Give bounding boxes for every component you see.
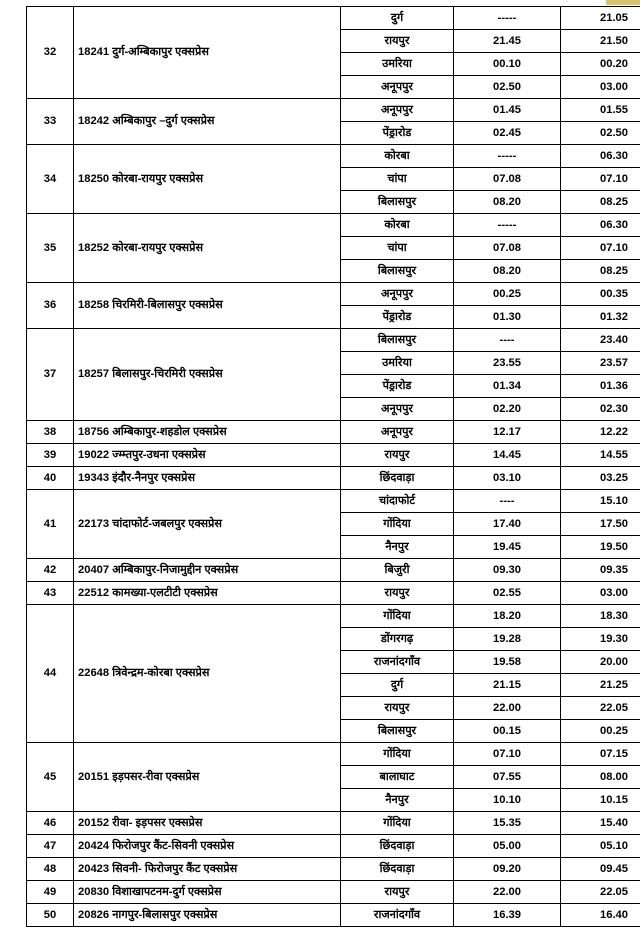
cell-arrival-time: 00.25	[454, 283, 561, 306]
cell-arrival-time: 01.30	[454, 306, 561, 329]
cell-station: बिलासपुर	[341, 720, 454, 743]
table-row	[27, 904, 640, 927]
cell-serial-number: 44	[27, 605, 74, 743]
cell-arrival-time: 09.20	[454, 858, 561, 881]
table-row	[27, 881, 640, 904]
cell-arrival-time: 22.00	[454, 697, 561, 720]
cell-station: अनूपपुर	[341, 99, 454, 122]
cell-station: बिलासपुर	[341, 329, 454, 352]
cell-station: अनूपपुर	[341, 283, 454, 306]
cell-station: नैनपुर	[341, 536, 454, 559]
cell-arrival-time: 18.20	[454, 605, 561, 628]
cell-arrival-time: ----	[454, 329, 561, 352]
cell-serial-number: 42	[27, 559, 74, 582]
cell-station: अनूपपुर	[341, 421, 454, 444]
cell-arrival-time: 09.30	[454, 559, 561, 582]
cell-departure-time: 00.20	[561, 53, 640, 76]
cell-departure-time: 21.25	[561, 674, 640, 697]
cell-arrival-time: 00.15	[454, 720, 561, 743]
cell-station: बिलासपुर	[341, 191, 454, 214]
cell-departure-time: 20.00	[561, 651, 640, 674]
cell-serial-number: 40	[27, 467, 74, 490]
cell-departure-time: 14.55	[561, 444, 640, 467]
cell-serial-number: 37	[27, 329, 74, 421]
cell-arrival-time: 07.55	[454, 766, 561, 789]
cell-station: दुर्ग	[341, 7, 454, 30]
cell-departure-time: 01.36	[561, 375, 640, 398]
cell-departure-time: 00.35	[561, 283, 640, 306]
cell-departure-time: 15.10	[561, 490, 640, 513]
cell-station: रायपुर	[341, 697, 454, 720]
cell-arrival-time: 01.45	[454, 99, 561, 122]
cell-station: चांपा	[341, 168, 454, 191]
table-row	[27, 835, 640, 858]
table-row	[27, 559, 640, 582]
cell-train-name: 18258 चिरमिरी-बिलासपुर एक्सप्रेस	[74, 283, 341, 329]
cell-arrival-time: 19.28	[454, 628, 561, 651]
cell-station: छिंदवाड़ा	[341, 858, 454, 881]
cell-departure-time: 23.40	[561, 329, 640, 352]
cell-station: कोरबा	[341, 214, 454, 237]
cell-departure-time: 02.50	[561, 122, 640, 145]
cell-departure-time: 03.00	[561, 76, 640, 99]
table-row	[27, 605, 640, 628]
cell-serial-number: 43	[27, 582, 74, 605]
cell-serial-number: 46	[27, 812, 74, 835]
cell-arrival-time: 02.50	[454, 76, 561, 99]
cell-arrival-time: 19.58	[454, 651, 561, 674]
cell-train-name: 22648 त्रिवेन्द्रम-कोरबा एक्सप्रेस	[74, 605, 341, 743]
cell-station: पेंड्रारोड	[341, 306, 454, 329]
cell-station: पेंड्रारोड	[341, 122, 454, 145]
cell-station: अनूपपुर	[341, 398, 454, 421]
train-timetable-body	[27, 7, 640, 927]
cell-station: बिलासपुर	[341, 260, 454, 283]
cell-serial-number: 50	[27, 904, 74, 927]
cell-arrival-time: 05.00	[454, 835, 561, 858]
cell-station: रायपुर	[341, 444, 454, 467]
cell-departure-time: 22.05	[561, 881, 640, 904]
cell-station: छिंदवाड़ा	[341, 467, 454, 490]
cell-arrival-time: 00.10	[454, 53, 561, 76]
cell-departure-time: 07.15	[561, 743, 640, 766]
cell-serial-number: 32	[27, 7, 74, 99]
cell-departure-time: 00.25	[561, 720, 640, 743]
cell-station: रायपुर	[341, 30, 454, 53]
cell-departure-time: 03.25	[561, 467, 640, 490]
cell-departure-time: 01.55	[561, 99, 640, 122]
cell-arrival-time: 21.15	[454, 674, 561, 697]
cell-arrival-time: 23.55	[454, 352, 561, 375]
cell-station: राजनांदगाँव	[341, 904, 454, 927]
cell-departure-time: 21.50	[561, 30, 640, 53]
cell-serial-number: 47	[27, 835, 74, 858]
cell-departure-time: 19.50	[561, 536, 640, 559]
cell-station: डोंगरगढ़	[341, 628, 454, 651]
cell-train-name: 22173 चांदाफोर्ट-जबलपुर एक्सप्रेस	[74, 490, 341, 559]
cell-station: गोंदिया	[341, 605, 454, 628]
cell-train-name: 20152 रीवा- इड़पसर एक्सप्रेस	[74, 812, 341, 835]
cell-departure-time: 05.10	[561, 835, 640, 858]
cell-train-name: 19343 इंदौर-नैनपुर एक्सप्रेस	[74, 467, 341, 490]
table-row	[27, 99, 640, 122]
cell-serial-number: 33	[27, 99, 74, 145]
train-timetable	[26, 6, 640, 927]
cell-arrival-time: -----	[454, 7, 561, 30]
cell-train-name: 20424 फिरोजपुर कैंट-सिवनी एक्सप्रेस	[74, 835, 341, 858]
cell-departure-time: 02.30	[561, 398, 640, 421]
table-row	[27, 582, 640, 605]
cell-departure-time: 15.40	[561, 812, 640, 835]
table-row	[27, 145, 640, 168]
cell-station: दुर्ग	[341, 674, 454, 697]
table-row	[27, 421, 640, 444]
cell-departure-time: 10.15	[561, 789, 640, 812]
table-row	[27, 329, 640, 352]
cell-arrival-time: 19.45	[454, 536, 561, 559]
cell-arrival-time: 02.20	[454, 398, 561, 421]
cell-arrival-time: 21.45	[454, 30, 561, 53]
cell-arrival-time: -----	[454, 214, 561, 237]
cell-departure-time: 09.45	[561, 858, 640, 881]
table-row	[27, 467, 640, 490]
cell-train-name: 19022 ज्म्म्तपुर-उधना एक्सप्रेस	[74, 444, 341, 467]
cell-station: रायपुर	[341, 582, 454, 605]
cell-station: कोरबा	[341, 145, 454, 168]
cell-serial-number: 49	[27, 881, 74, 904]
table-row	[27, 7, 640, 30]
cell-station: उमरिया	[341, 53, 454, 76]
cell-arrival-time: 10.10	[454, 789, 561, 812]
page-corner-mark	[606, 0, 640, 5]
cell-train-name: 20826 नागपुर-बिलासपुर एक्सप्रेस	[74, 904, 341, 927]
cell-station: रायपुर	[341, 881, 454, 904]
cell-arrival-time: 02.55	[454, 582, 561, 605]
cell-departure-time: 12.22	[561, 421, 640, 444]
cell-train-name: 18252 कोरबा-रायपुर एक्सप्रेस	[74, 214, 341, 283]
cell-train-name: 20407 अम्बिकापुर-निजामुद्दीन एक्सप्रेस	[74, 559, 341, 582]
cell-serial-number: 39	[27, 444, 74, 467]
cell-departure-time: 01.32	[561, 306, 640, 329]
cell-arrival-time: 03.10	[454, 467, 561, 490]
table-row	[27, 444, 640, 467]
cell-serial-number: 41	[27, 490, 74, 559]
cell-train-name: 22512 कामख्या-एलटीटी एक्सप्रेस	[74, 582, 341, 605]
cell-arrival-time: 22.00	[454, 881, 561, 904]
cell-departure-time: 19.30	[561, 628, 640, 651]
cell-station: बालाघाट	[341, 766, 454, 789]
cell-departure-time: 18.30	[561, 605, 640, 628]
cell-departure-time: 08.25	[561, 260, 640, 283]
cell-departure-time: 22.05	[561, 697, 640, 720]
cell-train-name: 20423 सिवनी- फिरोजपुर कैंट एक्सप्रेस	[74, 858, 341, 881]
cell-serial-number: 38	[27, 421, 74, 444]
cell-departure-time: 17.50	[561, 513, 640, 536]
cell-departure-time: 08.00	[561, 766, 640, 789]
cell-departure-time: 21.05	[561, 7, 640, 30]
cell-arrival-time: -----	[454, 145, 561, 168]
cell-station: अनूपपुर	[341, 76, 454, 99]
cell-arrival-time: 17.40	[454, 513, 561, 536]
cell-departure-time: 03.00	[561, 582, 640, 605]
cell-train-name: 20151 इड़पसर-रीवा एक्सप्रेस	[74, 743, 341, 812]
cell-station: गोंदिया	[341, 743, 454, 766]
cell-arrival-time: 07.10	[454, 743, 561, 766]
cell-station: नैनपुर	[341, 789, 454, 812]
cell-arrival-time: 08.20	[454, 260, 561, 283]
cell-train-name: 18257 बिलासपुर-चिरमिरी एक्सप्रेस	[74, 329, 341, 421]
cell-departure-time: 09.35	[561, 559, 640, 582]
cell-serial-number: 34	[27, 145, 74, 214]
cell-station: बिजुरी	[341, 559, 454, 582]
cell-departure-time: 23.57	[561, 352, 640, 375]
cell-station: राजनांदगाँव	[341, 651, 454, 674]
table-row	[27, 812, 640, 835]
cell-serial-number: 36	[27, 283, 74, 329]
cell-train-name: 20830 विशाखापटनम-दुर्ग एक्सप्रेस	[74, 881, 341, 904]
cell-arrival-time: 16.39	[454, 904, 561, 927]
cell-station: गोंदिया	[341, 812, 454, 835]
cell-arrival-time: ----	[454, 490, 561, 513]
cell-train-name: 18756 अम्बिकापुर-शहडोल एक्सप्रेस	[74, 421, 341, 444]
cell-arrival-time: 15.35	[454, 812, 561, 835]
cell-arrival-time: 07.08	[454, 168, 561, 191]
table-row	[27, 743, 640, 766]
cell-arrival-time: 02.45	[454, 122, 561, 145]
table-row	[27, 490, 640, 513]
cell-arrival-time: 12.17	[454, 421, 561, 444]
cell-station: चांदाफोर्ट	[341, 490, 454, 513]
cell-arrival-time: 01.34	[454, 375, 561, 398]
cell-departure-time: 08.25	[561, 191, 640, 214]
cell-arrival-time: 14.45	[454, 444, 561, 467]
table-row	[27, 858, 640, 881]
cell-train-name: 18241 दुर्ग-अम्बिकापुर एक्सप्रेस	[74, 7, 341, 99]
cell-station: छिंदवाड़ा	[341, 835, 454, 858]
cell-departure-time: 06.30	[561, 145, 640, 168]
cell-serial-number: 48	[27, 858, 74, 881]
cell-serial-number: 35	[27, 214, 74, 283]
cell-station: उमरिया	[341, 352, 454, 375]
cell-departure-time: 16.40	[561, 904, 640, 927]
cell-departure-time: 06.30	[561, 214, 640, 237]
cell-departure-time: 07.10	[561, 237, 640, 260]
cell-station: पेंड्रारोड	[341, 375, 454, 398]
table-row	[27, 214, 640, 237]
cell-arrival-time: 07.08	[454, 237, 561, 260]
cell-train-name: 18250 कोरबा-रायपुर एक्सप्रेस	[74, 145, 341, 214]
cell-station: चांपा	[341, 237, 454, 260]
cell-arrival-time: 08.20	[454, 191, 561, 214]
table-row	[27, 283, 640, 306]
cell-serial-number: 45	[27, 743, 74, 812]
cell-departure-time: 07.10	[561, 168, 640, 191]
cell-train-name: 18242 अम्बिकापुर –दुर्ग एक्सप्रेस	[74, 99, 341, 145]
cell-station: गोंदिया	[341, 513, 454, 536]
